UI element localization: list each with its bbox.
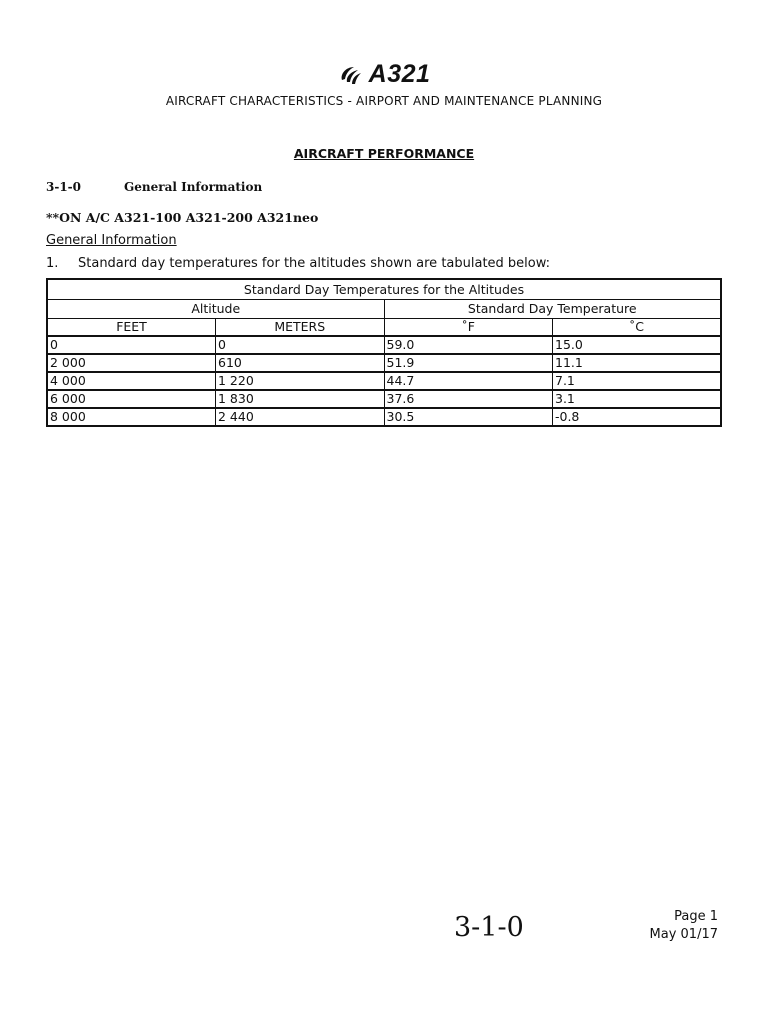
aircraft-model: A321 xyxy=(368,60,431,88)
general-info-heading: General Information xyxy=(46,233,177,248)
page-number: Page 1 xyxy=(674,909,718,924)
table-cell: 0 xyxy=(47,336,216,354)
table-cell: 51.9 xyxy=(384,354,553,372)
table-cell: 4 000 xyxy=(47,372,216,390)
table-cell: 1 830 xyxy=(216,390,385,408)
section-heading xyxy=(46,180,262,194)
table-cell: 7.1 xyxy=(553,372,722,390)
section-title: AIRCRAFT PERFORMANCE xyxy=(293,146,475,161)
table-cell: 59.0 xyxy=(384,336,553,354)
table-cell: 37.6 xyxy=(384,390,553,408)
table-row xyxy=(47,336,721,354)
table-cell: 3.1 xyxy=(553,390,722,408)
section-number: 3-1-0 xyxy=(46,180,82,194)
table-cell: 44.7 xyxy=(384,372,553,390)
paragraph-number: 1. xyxy=(46,256,59,271)
table-cell: 8 000 xyxy=(47,408,216,426)
table-cell: 30.5 xyxy=(384,408,553,426)
column-header-celsius: ˚C xyxy=(553,319,722,337)
footer-page-info xyxy=(650,908,718,944)
column-header-meters: METERS xyxy=(216,319,385,337)
document-logo xyxy=(0,60,768,92)
table-cell: 610 xyxy=(216,354,385,372)
table-cell: 11.1 xyxy=(553,354,722,372)
footer-section-code: 3-1-0 xyxy=(454,912,524,943)
table-row xyxy=(47,354,721,372)
table-cell: 0 xyxy=(216,336,385,354)
table-row xyxy=(47,372,721,390)
table-cell: -0.8 xyxy=(553,408,722,426)
manual-subtitle: AIRCRAFT CHARACTERISTICS - AIRPORT AND MAINTENANCE PLANNING xyxy=(165,94,603,108)
table-cell: 2 440 xyxy=(216,408,385,426)
section-name: General Information xyxy=(124,180,263,194)
revision-date: May 01/17 xyxy=(649,927,718,942)
table-caption: Standard Day Temperatures for the Altitudes xyxy=(47,279,721,300)
table-row xyxy=(47,408,721,426)
column-header-fahrenheit: ˚F xyxy=(384,319,553,337)
group-header-temperature: Standard Day Temperature xyxy=(384,300,721,319)
effectivity-line: **ON A/C A321-100 A321-200 A321neo xyxy=(46,210,319,225)
standard-day-temperature-table xyxy=(46,278,722,427)
airbus-logo-icon xyxy=(338,64,362,86)
table-cell: 2 000 xyxy=(47,354,216,372)
table-cell: 6 000 xyxy=(47,390,216,408)
paragraph-1 xyxy=(46,256,550,271)
table-cell: 15.0 xyxy=(553,336,722,354)
table-row xyxy=(47,390,721,408)
table-cell: 1 220 xyxy=(216,372,385,390)
column-header-feet: FEET xyxy=(47,319,216,337)
paragraph-text: Standard day temperatures for the altitudes shown are tabulated below: xyxy=(78,256,551,271)
group-header-altitude: Altitude xyxy=(47,300,384,319)
